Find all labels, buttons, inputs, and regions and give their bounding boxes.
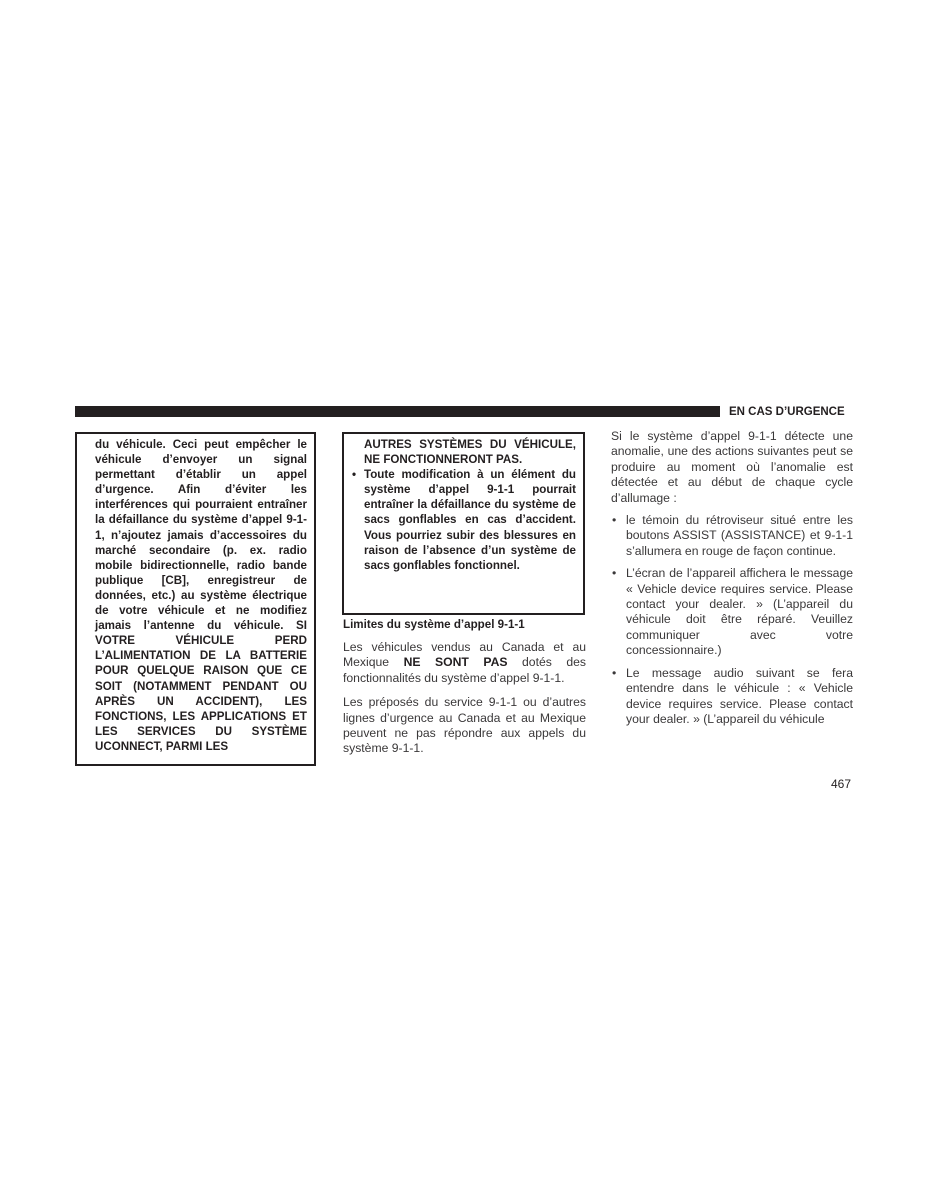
bullet-icon: •	[612, 513, 617, 528]
bullet-icon: •	[352, 468, 357, 482]
anomaly-list	[611, 513, 853, 727]
right-column	[611, 429, 853, 734]
section-heading: Limites du système d’appel 9-1-1	[343, 618, 525, 631]
list-item: • L’écran de l’appareil affichera le message « Vehicle device requires service. Please contact your dealer. » (L’appareil du véhicule doit être réparé. Veuillez communiquer avec votre concessionnaire.)	[612, 566, 853, 658]
bullet-icon: •	[612, 566, 617, 581]
warning-bullet-text: Toute modification à un élément du système d’appel 9-1-1 pourrait entraîner la défaillance du système de sacs gonflables en cas d’accident. Vous pourriez subir des blessures en raison de l’absence d’un système de sacs gonflables fonctionnel.	[364, 468, 576, 572]
emphasis-ne-sont-pas: NE SONT PAS	[403, 655, 508, 670]
paragraph-prepose: Les préposés du service 9-1-1 ou d’autres lignes d’urgence au Canada et au Mexique peuvent ne pas répondre aux appels du système 9-1-1.	[343, 695, 586, 756]
warning-bullet-item	[352, 467, 576, 573]
warning-continuation: AUTRES SYSTÈMES DU VÉHICULE, NE FONCTIONNERONT PAS.	[364, 438, 576, 467]
warning-box-middle	[342, 432, 585, 615]
warning-box-left	[75, 432, 316, 766]
paragraph-canada-mexico: Les véhicules vendus au Canada et au Mexique NE SONT PAS dotés des fonctionnalités du système d’appel 9-1-1.	[343, 640, 586, 685]
list-item: • le témoin du rétroviseur situé entre les boutons ASSIST (ASSISTANCE) et 9-1-1 s’allumera en rouge de façon continue.	[612, 513, 853, 558]
list-item: • Le message audio suivant se fera entendre dans le véhicule : « Vehicle device requires service. Please contact your dealer. » (L’appareil du véhicule	[612, 665, 853, 726]
middle-column	[343, 617, 586, 766]
section-header-title: EN CAS D’URGENCE	[729, 406, 845, 418]
paragraph-anomaly-intro: Si le système d’appel 9-1-1 détecte une anomalie, une des actions suivantes peut se produire au moment où l’anomalie est détectée et au début de chaque cycle d’allumage :	[611, 429, 853, 505]
header-bar	[75, 406, 720, 417]
warning-text: du véhicule. Ceci peut empêcher le véhicule d’envoyer un signal permettant d’établir un appel d’urgence. Afin d’éviter les interférences qui pourraient entraîner la défaillance du système d’appel 9-1-1, n’ajoutez jamais d’accessoires du marché secondaire (p. ex. radio mobile bidirectionnelle, radio bande publique [CB], enregistreur de données, etc.) au système électrique de votre véhicule et ne modifiez jamais l’antenne du véhicule. SI VOTRE VÉHICULE PERD L’ALIMENTATION DE LA BATTERIE POUR QUELQUE RAISON QUE CE SOIT (NOTAMMENT PENDANT OU APRÈS UN ACCIDENT), LES FONCTIONS, LES APPLICATIONS ET LES SERVICES DU SYSTÈME UCONNECT, PARMI LES	[95, 438, 307, 753]
page-number: 467	[831, 777, 852, 791]
bullet-icon: •	[612, 665, 617, 680]
